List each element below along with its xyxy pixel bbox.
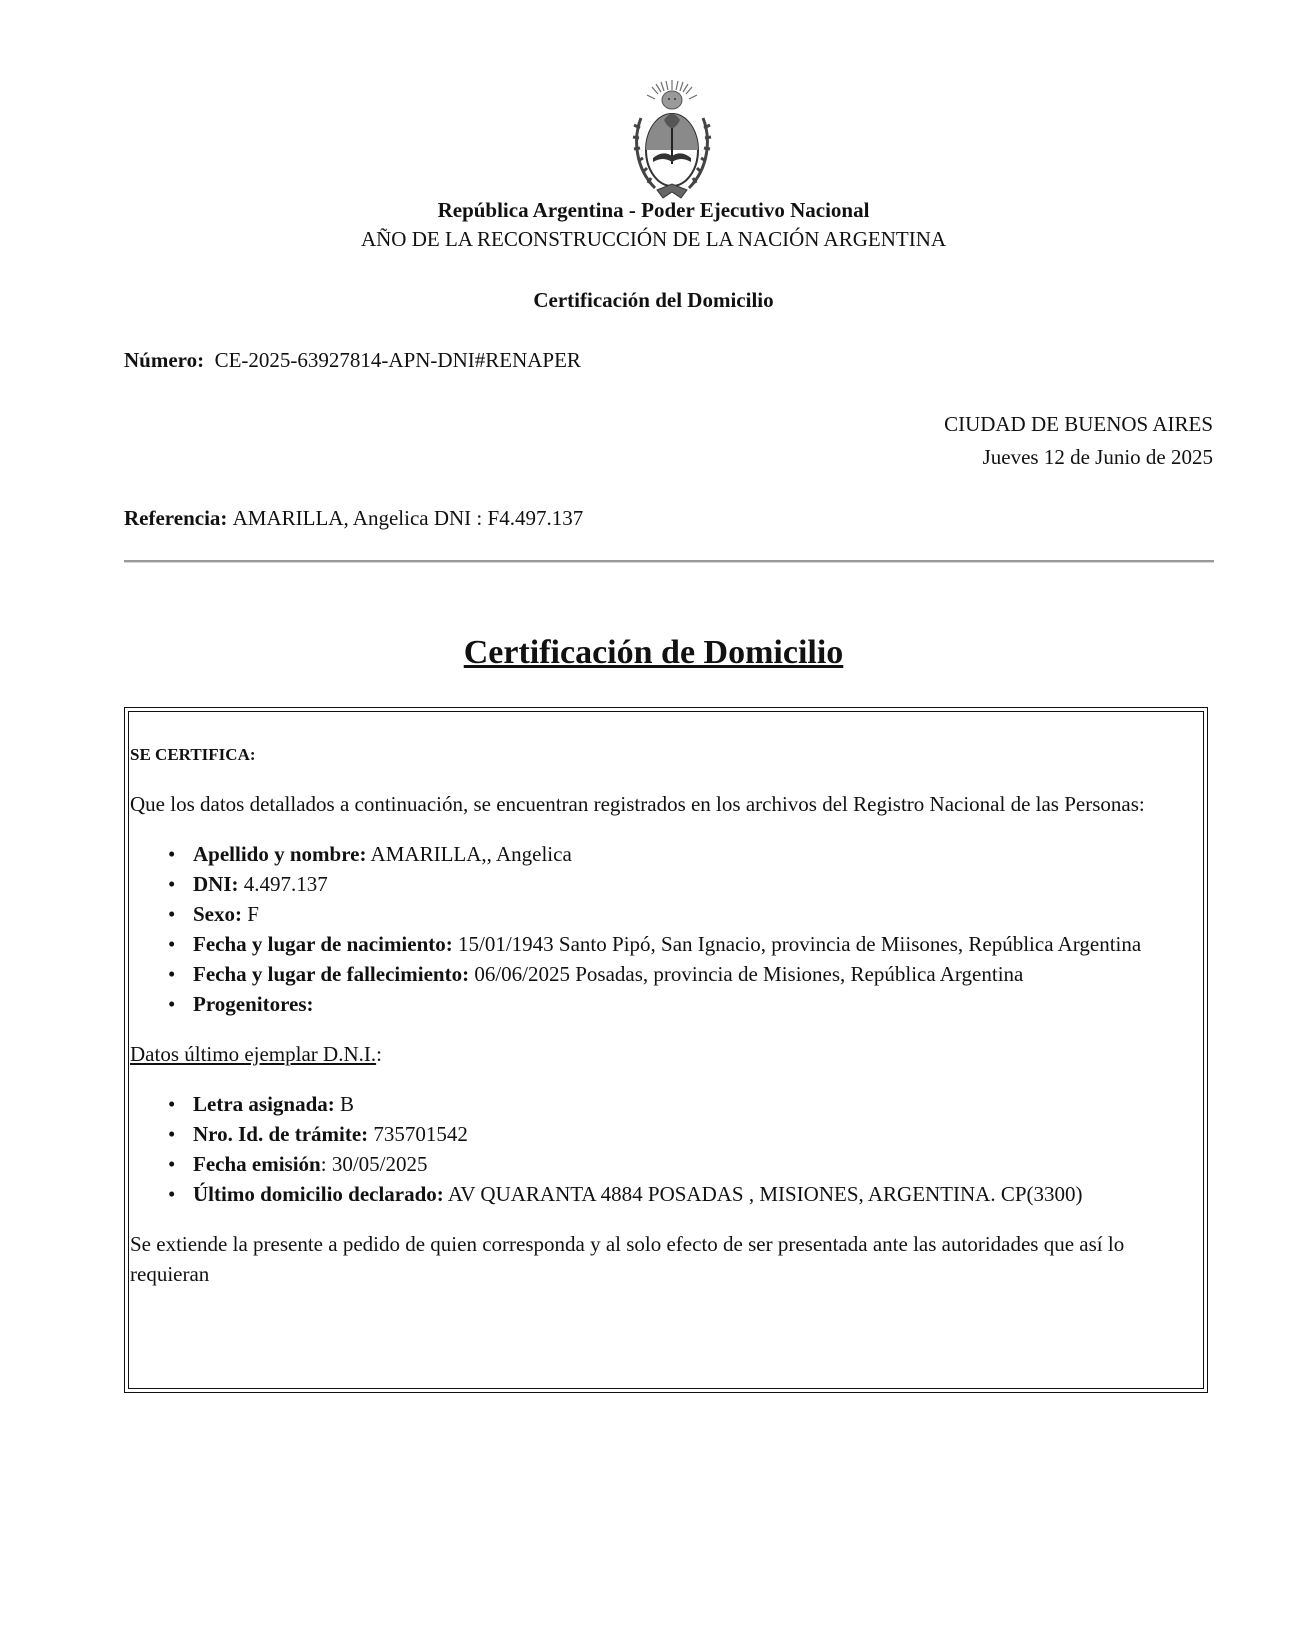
list-item: • Letra asignada: B: [168, 1092, 355, 1116]
list-item: • DNI: 4.497.137: [168, 872, 328, 896]
certificate-content: [130, 730, 1190, 1289]
list-item: • Fecha emisión: 30/05/2025: [168, 1152, 428, 1176]
list-item: • Fecha y lugar de fallecimiento: 06/06/2025 Posadas, provincia de Misiones, República Argentina: [168, 962, 1024, 986]
numero-label: Número:: [124, 348, 205, 372]
item-label: DNI:: [193, 872, 239, 896]
certificate-title: Certificación de Domicilio: [463, 634, 844, 671]
referencia-value: AMARILLA, Angelica DNI : F4.497.137: [232, 506, 584, 530]
city: CIUDAD DE BUENOS AIRES: [944, 412, 1213, 436]
item-value: 4.497.137: [238, 872, 328, 896]
item-label: Fecha y lugar de nacimiento:: [193, 932, 453, 956]
numero-row: [124, 347, 581, 373]
header-line-1: República Argentina - Poder Ejecutivo Nacional: [437, 198, 870, 222]
header-line-2: AÑO DE LA RECONSTRUCCIÓN DE LA NACIÓN ARGENTINA: [360, 227, 947, 251]
list-item: • Nro. Id. de trámite: 735701542: [168, 1122, 468, 1146]
list-item: • Fecha y lugar de nacimiento: 15/01/1943 Santo Pipó, San Ignacio, provincia de Miisones, República Argentina: [168, 932, 1142, 956]
item-value: 06/06/2025 Posadas, provincia de Misiones, República Argentina: [469, 962, 1024, 986]
item-value: B: [334, 1092, 355, 1116]
referencia-row: [124, 505, 583, 531]
item-label: Nro. Id. de trámite:: [193, 1122, 369, 1146]
document-type: Certificación del Domicilio: [533, 288, 774, 312]
divider: [124, 560, 1214, 563]
closing-paragraph: Se extiende la presente a pedido de quien corresponda y al solo efecto de ser presentada ante las autoridades que así lo requieran: [130, 1232, 1125, 1286]
numero-value: CE-2025-63927814-APN-DNI#RENAPER: [214, 348, 581, 372]
list-item: • Apellido y nombre: AMARILLA,, Angelica: [168, 842, 572, 866]
item-label: Apellido y nombre:: [193, 842, 367, 866]
item-value: F: [242, 902, 259, 926]
list-item: • Último domicilio declarado: AV QUARANTA 4884 POSADAS , MISIONES, ARGENTINA. CP(3300): [168, 1182, 1083, 1206]
intro-paragraph: Que los datos detallados a continuación, se encuentran registrados en los archivos del Registro Nacional de las Personas:: [130, 792, 1145, 816]
dni-section-heading: [130, 1039, 1190, 1069]
item-value: AMARILLA,, Angelica: [366, 842, 572, 866]
item-label: Fecha emisión: [193, 1152, 321, 1176]
item-value: 15/01/1943 Santo Pipó, San Ignacio, provincia de Miisones, República Argentina: [452, 932, 1142, 956]
list-item: • Sexo: F: [168, 902, 259, 926]
date: Jueves 12 de Junio de 2025: [982, 445, 1213, 469]
se-certifica-heading: SE CERTIFICA:: [130, 745, 256, 764]
referencia-label: Referencia:: [124, 506, 228, 530]
item-label: Letra asignada:: [193, 1092, 335, 1116]
item-value: : 30/05/2025: [320, 1152, 428, 1176]
dni-data-list: [130, 1089, 1190, 1209]
dni-heading-suffix: :: [376, 1042, 382, 1066]
item-label: Fecha y lugar de fallecimiento:: [193, 962, 470, 986]
dni-heading-text: Datos último ejemplar D.N.I.: [130, 1042, 377, 1066]
escudo-nacional-icon: [631, 78, 713, 202]
item-label: Último domicilio declarado:: [193, 1182, 444, 1206]
item-label: Progenitores:: [193, 992, 314, 1016]
list-item: • Progenitores:: [168, 992, 314, 1016]
item-value: 735701542: [368, 1122, 468, 1146]
item-label: Sexo:: [193, 902, 242, 926]
item-value: AV QUARANTA 4884 POSADAS , MISIONES, ARGENTINA. CP(3300): [443, 1182, 1083, 1206]
personal-data-list: [130, 839, 1190, 1019]
